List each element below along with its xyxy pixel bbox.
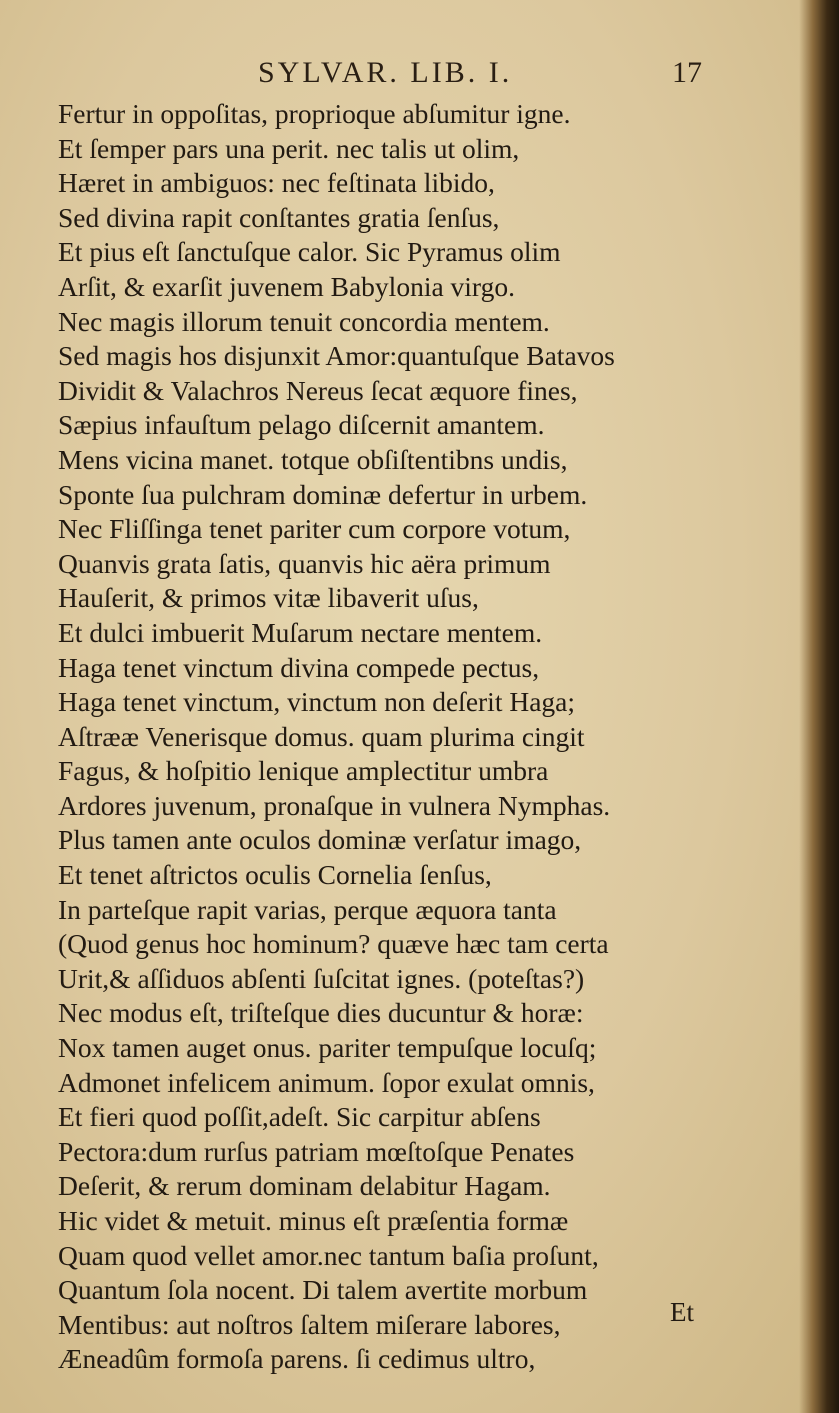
verse-line: Æneadûm formoſa parens. ſi cedimus ultro,	[58, 1343, 536, 1375]
verse-line: Et tenet aſtrictos oculis Cornelia ſenſus,	[58, 859, 492, 891]
running-head: SYLVAR. LIB. I.	[258, 56, 513, 89]
verse-line: Et dulci imbuerit Muſarum nectare mentem.	[58, 616, 543, 648]
verse-line: Nox tamen auget onus. pariter tempuſque locuſq;	[58, 1032, 597, 1064]
verse-block	[58, 97, 718, 1377]
verse-line: Fagus, & hoſpitio lenique amplectitur umbra	[58, 755, 549, 787]
verse-line: (Quod genus hoc hominum? quæve hæc tam certa	[58, 928, 609, 960]
verse-line: Deſerit, & rerum dominam delabitur Hagam.	[58, 1170, 551, 1202]
verse-line: Et fieri quod poſſit,adeſt. Sic carpitur abſens	[58, 1101, 541, 1133]
verse-line: Sæpius infauſtum pelago diſcernit amantem.	[58, 409, 545, 441]
verse-line: Haga tenet vinctum, vinctum non deſerit Haga;	[58, 686, 575, 718]
verse-line: Quam quod vellet amor.nec tantum baſia proſunt,	[58, 1239, 599, 1271]
verse-line: Quantum ſola nocent. Di talem avertite morbum	[58, 1274, 588, 1306]
verse-line: Hauſerit, & primos vitæ libaverit uſus,	[58, 582, 479, 614]
verse-line: Sed magis hos disjunxit Amor:quantuſque Batavos	[58, 340, 615, 372]
verse-line: Fertur in oppoſitas, proprioque abſumitur igne.	[58, 98, 571, 129]
verse-line: Nec magis illorum tenuit concordia mentem.	[58, 305, 550, 337]
verse-line: Dividit & Valachros Nereus ſecat æquore fines,	[58, 374, 578, 406]
verse-line: Pectora:dum rurſus patriam mœſtoſque Penates	[58, 1135, 575, 1167]
verse-line: In parteſque rapit varias, perque æquora tanta	[58, 893, 557, 925]
verse-line: Ardores juvenum, pronaſque in vulnera Nymphas.	[58, 789, 611, 821]
verse-line: Aſtrææ Venerisque domus. quam plurima cingit	[58, 720, 585, 752]
verse-line: Et ſemper pars una perit. nec talis ut olim,	[58, 132, 520, 164]
verse-line: Arſit, & exarſit juvenem Babylonia virgo.	[58, 270, 515, 302]
verse-line: Et pius eſt ſanctuſque calor. Sic Pyramus olim	[58, 236, 561, 268]
page-number: 17	[672, 56, 702, 89]
verse-line: Mens vicina manet. totque obſiſtentibns undis,	[58, 443, 568, 475]
binding-gutter	[799, 0, 839, 1413]
verse-line: Hic videt & metuit. minus eſt præſentia formæ	[58, 1205, 569, 1236]
verse-line: Sed divina rapit conſtantes gratia ſenſus,	[58, 201, 500, 233]
verse-line: Quanvis grata ſatis, quanvis hic aëra primum	[58, 547, 551, 579]
verse-line: Nec modus eſt, triſteſque dies ducuntur & horæ:	[58, 997, 584, 1029]
verse-line: Admonet infelicem animum. ſopor exulat omnis,	[58, 1066, 595, 1098]
verse-line: Hæret in ambiguos: nec feſtinata libido,	[58, 167, 495, 199]
verse-line: Nec Fliſſinga tenet pariter cum corpore votum,	[58, 513, 571, 545]
catchword: Et	[670, 1297, 694, 1327]
verse-line: Urit,& aſſiduos abſenti ſuſcitat ignes. (poteſtas?)	[58, 962, 585, 994]
verse-line: Haga tenet vinctum divina compede pectus,	[58, 651, 540, 683]
verse-line: Plus tamen ante oculos dominæ verſatur imago,	[58, 824, 582, 856]
verse-line: Sponte ſua pulchram dominæ defertur in urbem.	[58, 478, 588, 510]
verse-line: Mentibus: aut noſtros ſaltem miſerare labores,	[58, 1308, 561, 1340]
